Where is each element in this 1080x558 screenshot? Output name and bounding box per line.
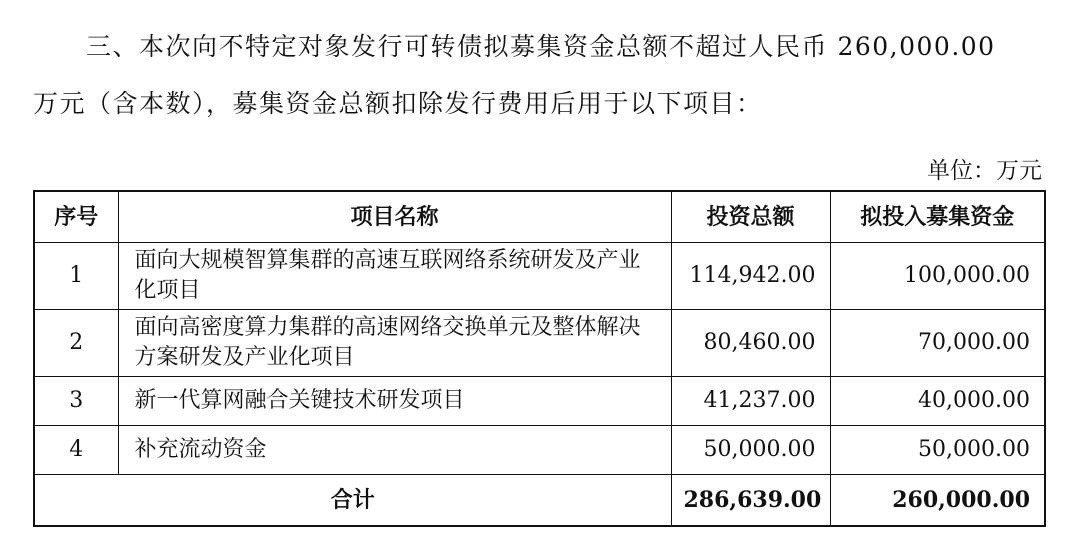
row-raised-funds: 40,000.00	[830, 377, 1045, 426]
row-project-name: 面向高密度算力集群的高速网络交换单元及整体解决方案研发及产业化项目	[118, 310, 671, 377]
row-raised-funds: 50,000.00	[830, 426, 1045, 475]
row-total-investment: 41,237.00	[671, 377, 830, 426]
header-index: 序号	[34, 191, 118, 243]
row-index: 2	[34, 310, 118, 377]
row-index: 3	[34, 377, 118, 426]
unit-label: 单位：万元	[927, 158, 1042, 184]
row-index: 1	[34, 243, 118, 310]
row-project-name: 补充流动资金	[118, 426, 671, 475]
paragraph-line-1: 三、本次向不特定对象发行可转债拟募集资金总额不超过人民币 260,000.00	[86, 32, 996, 61]
table-row	[34, 377, 1045, 426]
row-total-investment: 80,460.00	[671, 310, 830, 377]
header-raised-funds: 拟投入募集资金	[830, 191, 1045, 243]
total-investment-sum: 286,639.00	[671, 475, 830, 527]
project-table	[33, 190, 1046, 527]
header-total-investment: 投资总额	[671, 191, 830, 243]
header-project-name: 项目名称	[118, 191, 671, 243]
row-index: 4	[34, 426, 118, 475]
row-raised-funds: 100,000.00	[830, 243, 1045, 310]
row-total-investment: 114,942.00	[671, 243, 830, 310]
table-row	[34, 310, 1045, 377]
total-label: 合计	[34, 475, 671, 527]
row-project-name: 面向大规模智算集群的高速互联网络系统研发及产业化项目	[118, 243, 671, 310]
table-header-row	[34, 191, 1045, 243]
table-row	[34, 426, 1045, 475]
table-row	[34, 243, 1045, 310]
paragraph-line-2: 万元（含本数），募集资金总额扣除发行费用后用于以下项目：	[33, 89, 763, 118]
row-project-name: 新一代算网融合关键技术研发项目	[118, 377, 671, 426]
row-total-investment: 50,000.00	[671, 426, 830, 475]
row-raised-funds: 70,000.00	[830, 310, 1045, 377]
table-total-row	[34, 475, 1045, 527]
total-raised-sum: 260,000.00	[830, 475, 1045, 527]
